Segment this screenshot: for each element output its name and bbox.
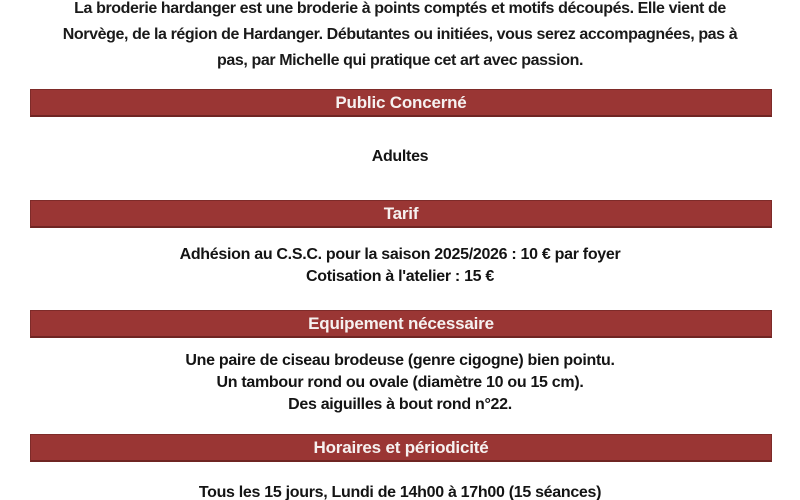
body-line: Tous les 15 jours, Lundi de 14h00 à 17h00 (15 séances) bbox=[198, 484, 602, 500]
body-line: Adhésion au C.S.C. pour la saison 2025/2026 : 10 € par foyer bbox=[179, 246, 621, 263]
section-title: Public Concerné bbox=[335, 93, 467, 112]
body-line: Adultes bbox=[371, 148, 429, 165]
section-title: Horaires et périodicité bbox=[313, 438, 489, 457]
section-banner-equipement bbox=[30, 310, 772, 338]
body-line: Cotisation à l'atelier : 15 € bbox=[305, 268, 495, 285]
section-banner-public-concerne bbox=[30, 89, 772, 117]
body-line: Un tambour rond ou ovale (diamètre 10 ou 15 cm). bbox=[216, 374, 584, 391]
intro-line: pas, par Michelle qui pratique cet art avec passion. bbox=[217, 52, 583, 69]
intro-line: La broderie hardanger est une broderie à points comptés et motifs découpés. Elle vient de bbox=[74, 0, 726, 17]
section-body-horaires bbox=[0, 482, 800, 500]
intro-paragraph bbox=[0, 0, 800, 74]
body-line: Des aiguilles à bout rond n°22. bbox=[288, 396, 512, 413]
body-line: Une paire de ciseau brodeuse (genre cigogne) bien pointu. bbox=[185, 352, 615, 369]
section-banner-tarif bbox=[30, 200, 772, 228]
section-title: Equipement nécessaire bbox=[308, 314, 494, 333]
section-title: Tarif bbox=[383, 204, 419, 223]
intro-line: Norvège, de la région de Hardanger. Débutantes ou initiées, vous serez accompagnées, pas à bbox=[62, 26, 738, 43]
section-banner-horaires bbox=[30, 434, 772, 462]
section-body-tarif bbox=[0, 244, 800, 288]
section-body-equipement bbox=[0, 350, 800, 416]
section-body-public-concerne bbox=[0, 146, 800, 168]
